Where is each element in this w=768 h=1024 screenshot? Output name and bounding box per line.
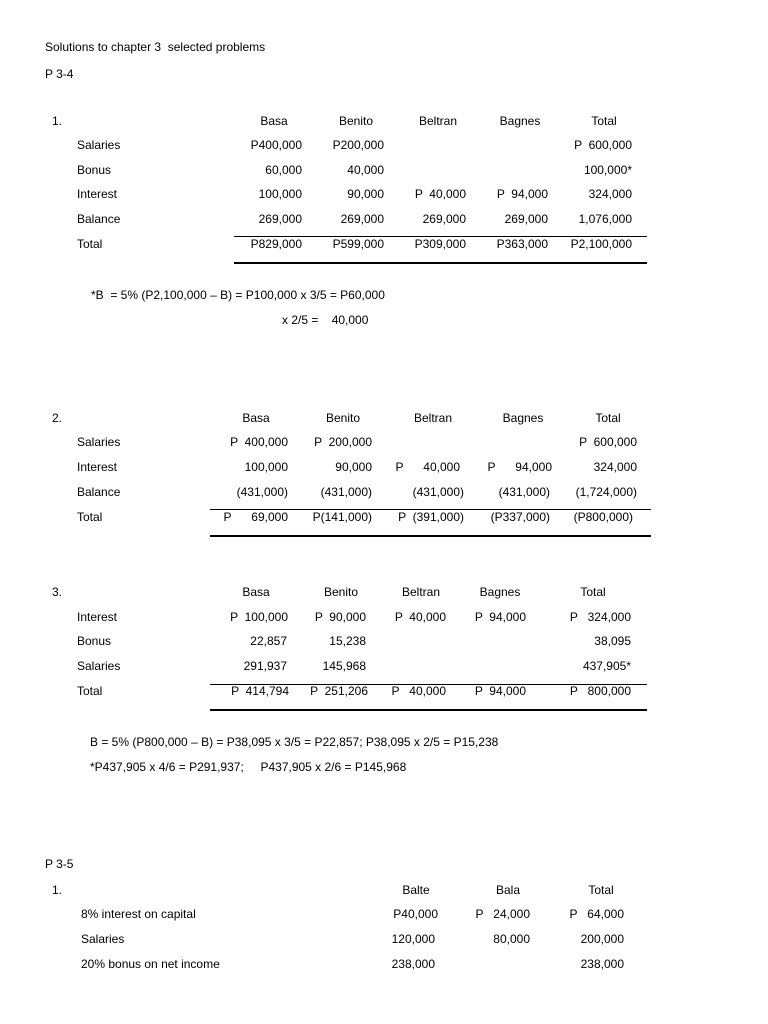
page-title: Solutions to chapter 3 selected problems (45, 40, 266, 54)
table-cell: 1,076,000 (578, 212, 632, 226)
table-cell: P 69,000 (223, 510, 288, 524)
table-cell: P 100,000 (230, 610, 288, 624)
row-label: 8% interest on capital (81, 907, 196, 921)
table-cell: 40,000 (347, 163, 384, 177)
table-cell: P 40,000 (414, 187, 466, 201)
part-number: 2. (52, 411, 63, 425)
column-header: Bala (495, 883, 521, 897)
column-header: Benito (325, 411, 361, 425)
column-header: Bagnes (499, 114, 541, 128)
table-cell: (431,000) (236, 485, 288, 499)
row-label: Total (77, 684, 103, 698)
table-cell: P 324,000 (569, 610, 631, 624)
table-cell: P200,000 (332, 138, 384, 152)
table-cell: P 200,000 (314, 435, 372, 449)
column-header: Beltran (413, 411, 453, 425)
table-cell: P(141,000) (312, 510, 372, 524)
table-cell: P 64,000 (569, 907, 624, 921)
row-label: Bonus (77, 634, 112, 648)
table-cell: P40,000 (393, 907, 438, 921)
table-cell: P599,000 (332, 237, 384, 251)
table-cell: P 90,000 (314, 610, 366, 624)
table-cell: (431,000) (320, 485, 372, 499)
column-header: Total (580, 585, 606, 599)
row-label: Total (77, 237, 103, 251)
column-header: Bagnes (502, 411, 544, 425)
total-rule (234, 262, 647, 264)
table-cell: 238,000 (580, 957, 624, 971)
column-header: Basa (242, 411, 270, 425)
column-header: Beltran (401, 585, 441, 599)
row-label: Interest (77, 460, 118, 474)
table-cell: P 40,000 (394, 610, 446, 624)
row-label: Interest (77, 187, 118, 201)
row-label: Balance (77, 212, 121, 226)
column-header: Benito (338, 114, 374, 128)
table-cell: P 94,000 (474, 684, 526, 698)
table-cell: 80,000 (493, 932, 530, 946)
row-label: Salaries (77, 435, 121, 449)
table-cell: 60,000 (265, 163, 302, 177)
column-header: Beltran (418, 114, 458, 128)
table-cell: 269,000 (422, 212, 466, 226)
table-cell: (1,724,000) (575, 485, 637, 499)
part-number: 3. (52, 585, 63, 599)
row-label: Salaries (77, 659, 121, 673)
table-cell: P363,000 (496, 237, 548, 251)
table-cell: 437,905* (582, 659, 631, 673)
table-cell: P400,000 (250, 138, 302, 152)
row-label: Bonus (77, 163, 112, 177)
table-cell: P 600,000 (579, 435, 637, 449)
column-header: Basa (260, 114, 288, 128)
table-cell: 269,000 (340, 212, 384, 226)
column-header: Benito (323, 585, 359, 599)
row-label: Total (77, 510, 103, 524)
table-cell: 324,000 (588, 187, 632, 201)
table-cell: P 800,000 (569, 684, 631, 698)
table-cell: 145,968 (322, 659, 366, 673)
column-header: Bagnes (479, 585, 521, 599)
row-label: Salaries (77, 138, 121, 152)
problem-label-p3-4: P 3-4 (45, 67, 74, 81)
table-cell: 100,000 (244, 460, 288, 474)
table-cell: 269,000 (504, 212, 548, 226)
column-header: Total (595, 411, 621, 425)
table-cell: P 414,794 (231, 684, 289, 698)
table-cell: 269,000 (258, 212, 302, 226)
column-header: Balte (402, 883, 430, 897)
table-cell: P 24,000 (475, 907, 530, 921)
part-number: 1. (52, 883, 63, 897)
computation-note: *B = 5% (P2,100,000 – B) = P100,000 x 3/5 = P60,000 (91, 288, 385, 302)
table-cell: (P337,000) (490, 510, 550, 524)
table-cell: P 251,206 (310, 684, 368, 698)
total-rule (210, 535, 651, 537)
table-cell: P 600,000 (574, 138, 632, 152)
table-cell: (431,000) (498, 485, 550, 499)
table-cell: 38,095 (594, 634, 631, 648)
total-rule (210, 709, 647, 711)
column-header: Total (591, 114, 617, 128)
row-label: Balance (77, 485, 121, 499)
table-cell: 90,000 (347, 187, 384, 201)
table-cell: P829,000 (250, 237, 302, 251)
table-cell: P 40,000 (391, 684, 446, 698)
table-cell: P (391,000) (398, 510, 464, 524)
table-cell: 200,000 (580, 932, 624, 946)
problem-label-p3-5: P 3-5 (45, 857, 74, 871)
table-cell: 100,000 (258, 187, 302, 201)
row-label: Salaries (81, 932, 125, 946)
column-header: Basa (242, 585, 270, 599)
table-cell: 291,937 (243, 659, 287, 673)
row-label: Interest (77, 610, 118, 624)
table-cell: P 94,000 (474, 610, 526, 624)
table-cell: P2,100,000 (570, 237, 632, 251)
table-cell: P 94,000 (496, 187, 548, 201)
table-cell: 90,000 (335, 460, 372, 474)
table-cell: 100,000* (583, 163, 632, 177)
table-cell: P 94,000 (487, 460, 552, 474)
part-number: 1. (52, 114, 63, 128)
table-cell: (431,000) (412, 485, 464, 499)
table-cell: 22,857 (250, 634, 287, 648)
row-label: 20% bonus on net income (81, 957, 220, 971)
table-cell: 324,000 (593, 460, 637, 474)
computation-note: B = 5% (P800,000 – B) = P38,095 x 3/5 = P22,857; P38,095 x 2/5 = P15,238 (90, 735, 499, 749)
table-cell: P 40,000 (395, 460, 460, 474)
table-cell: 120,000 (391, 932, 435, 946)
table-cell: (P800,000) (573, 510, 633, 524)
computation-note: x 2/5 = 40,000 (282, 313, 369, 327)
table-cell: P 400,000 (230, 435, 288, 449)
table-cell: 15,238 (329, 634, 366, 648)
table-cell: P309,000 (414, 237, 466, 251)
computation-note: *P437,905 x 4/6 = P291,937; P437,905 x 2/6 = P145,968 (90, 760, 407, 774)
table-cell: 238,000 (391, 957, 435, 971)
column-header: Total (588, 883, 614, 897)
